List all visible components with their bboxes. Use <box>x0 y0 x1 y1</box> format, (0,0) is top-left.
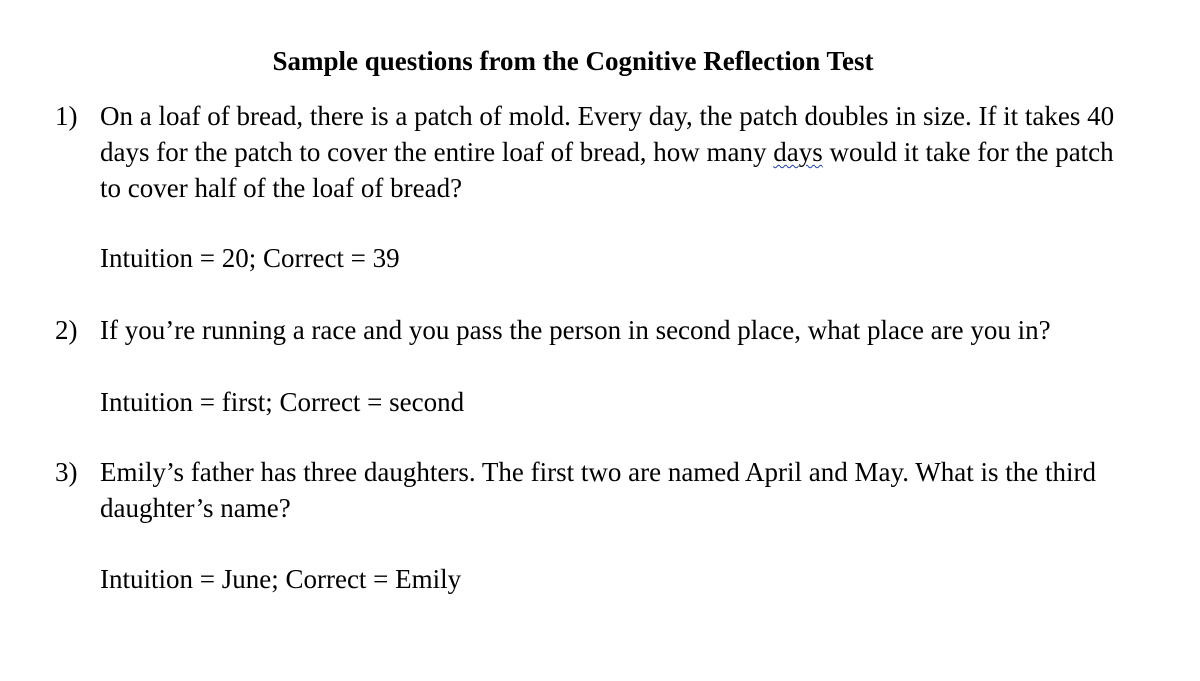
document-title: Sample questions from the Cognitive Reflection Test <box>272 46 874 76</box>
question-number: 2) <box>55 315 78 345</box>
answer-1: Intuition = 20; Correct = 39 <box>100 243 400 273</box>
question-text: Emily’s father has three daughters. The first two are named April and May. What is the third daughter’s name? <box>100 457 1096 523</box>
answer-2: Intuition = first; Correct = second <box>100 387 465 417</box>
spellcheck-flagged-word[interactable]: days <box>773 137 823 167</box>
question-text-part: would it take for the patch to cover half of the loaf of bread? <box>100 137 1114 203</box>
question-number: 1) <box>55 101 78 131</box>
question-number: 3) <box>55 457 78 487</box>
question-text-part: On a loaf of bread, there is a patch of mold. Every day, the patch doubles in size. If it takes 40 days for the patch to cover the entire loaf of bread, how many <box>100 101 1115 167</box>
question-text <box>100 98 1140 206</box>
question-text: If you’re running a race and you pass the person in second place, what place are you in? <box>100 315 1051 345</box>
answer-3: Intuition = June; Correct = Emily <box>100 564 462 594</box>
